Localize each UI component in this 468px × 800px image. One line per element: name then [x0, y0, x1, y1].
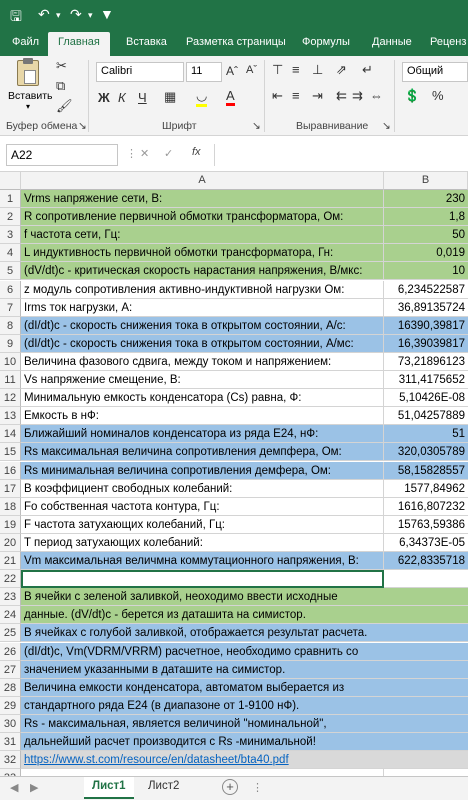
cell-a[interactable]: Емкость в нФ:: [21, 407, 384, 425]
cell-b[interactable]: 1,8: [384, 208, 468, 226]
table-row: [0, 751, 468, 769]
table-row: [0, 534, 468, 552]
font-name-select[interactable]: Calibri: [96, 62, 184, 82]
cell-b[interactable]: [384, 570, 468, 588]
cell-a[interactable]: [21, 570, 384, 588]
percent-icon[interactable]: %: [432, 88, 444, 103]
cell-b[interactable]: 50: [384, 226, 468, 244]
table-row: [0, 480, 468, 498]
cell-a[interactable]: Rs - максимальная, является величиной "номинальной",: [21, 715, 468, 733]
cell-a[interactable]: значением указанными в даташите на симистор.: [21, 661, 468, 679]
row-header[interactable]: 24: [0, 606, 21, 624]
undo-icon[interactable]: ↶: [38, 6, 50, 22]
table-row: [0, 679, 468, 697]
row-header[interactable]: 19: [0, 516, 21, 534]
fx-icon[interactable]: fx: [192, 146, 201, 158]
paste-icon: [17, 60, 39, 86]
wrap-text-icon[interactable]: ↵: [362, 62, 373, 77]
row-header[interactable]: 15: [0, 443, 21, 461]
italic-button[interactable]: К: [118, 90, 126, 105]
row-header[interactable]: 30: [0, 715, 21, 733]
row-header[interactable]: 10: [0, 353, 21, 371]
cell-a[interactable]: Величина емкости конденсатора, автоматом выберается из: [21, 679, 468, 697]
table-row: [0, 299, 468, 317]
cell-a[interactable]: R сопротивление первичной обмотки трансформатора, Ом:: [21, 208, 384, 226]
table-row: [0, 588, 468, 606]
table-row: [0, 244, 468, 262]
row-header[interactable]: 13: [0, 407, 21, 425]
cell-a[interactable]: (dI/dt)c, Vm(VDRM/VRRM) расчетное, необходимо сравнить со: [21, 643, 468, 661]
row-header[interactable]: 28: [0, 679, 21, 697]
column-header-b[interactable]: B: [384, 172, 468, 190]
table-row: [0, 462, 468, 480]
row-header[interactable]: 16: [0, 462, 21, 480]
row-header[interactable]: 21: [0, 552, 21, 570]
alignment-group-label: Выравнивание: [296, 120, 369, 132]
decrease-indent-icon[interactable]: ⇇: [336, 88, 347, 103]
scroll-left-icon[interactable]: ◀: [10, 782, 19, 794]
tab-home[interactable]: Главная: [48, 32, 110, 56]
sheet-tab-list1[interactable]: Лист1: [84, 777, 134, 799]
row-header[interactable]: 20: [0, 534, 21, 552]
cell-b[interactable]: 622,8335718: [384, 552, 468, 570]
paste-button[interactable]: [8, 58, 53, 114]
cell-b[interactable]: 51,04257889: [384, 407, 468, 425]
table-row: [0, 407, 468, 425]
orientation-icon[interactable]: ⇗: [336, 62, 347, 77]
paste-label: Вставить: [8, 90, 53, 102]
cell-a[interactable]: Vrms напряжение сети, В:: [21, 190, 384, 208]
table-row: [0, 624, 468, 642]
table-row: [0, 443, 468, 461]
currency-icon[interactable]: 💲: [404, 88, 421, 103]
save-icon[interactable]: 🖫: [10, 8, 22, 24]
table-row: [0, 661, 468, 679]
add-sheet-icon[interactable]: +: [222, 779, 238, 795]
table-row: [0, 281, 468, 299]
cell-b[interactable]: 230: [384, 190, 468, 208]
align-center-icon[interactable]: ≡: [292, 88, 300, 103]
row-header[interactable]: 1: [0, 190, 21, 208]
row-header[interactable]: 11: [0, 371, 21, 389]
align-bottom-icon[interactable]: ⊥: [312, 62, 324, 77]
cell-a[interactable]: Минимальную емкость конденсатора (Cs) равна, Ф:: [21, 389, 384, 407]
row-header[interactable]: 25: [0, 624, 21, 642]
table-row: [0, 552, 468, 570]
row-header[interactable]: 7: [0, 299, 21, 317]
table-row: [0, 226, 468, 244]
select-all-corner[interactable]: [0, 172, 21, 190]
align-right-icon[interactable]: ⇥: [312, 88, 323, 103]
tab-data[interactable]: Данные: [372, 36, 412, 48]
row-header[interactable]: 18: [0, 498, 21, 516]
cell-a[interactable]: (dI/dt)c - скорость снижения тока в открытом состоянии, А/мс:: [21, 335, 384, 353]
cell-a[interactable]: (dI/dt)c - скорость снижения тока в открытом состоянии, А/с:: [21, 317, 384, 335]
font-color-icon[interactable]: A: [226, 88, 235, 106]
table-row: [0, 389, 468, 407]
cell-b[interactable]: 15763,59386: [384, 516, 468, 534]
row-header[interactable]: 12: [0, 389, 21, 407]
chevron-down-icon: ▾: [25, 102, 30, 111]
tab-file[interactable]: Файл: [12, 36, 40, 48]
row-header[interactable]: 27: [0, 661, 21, 679]
row-header[interactable]: 32: [0, 751, 21, 769]
cut-icon[interactable]: ✂: [56, 58, 67, 73]
table-row: [0, 371, 468, 389]
cell-b[interactable]: 320,0305789: [384, 443, 468, 461]
tab-formulas[interactable]: Формулы: [302, 36, 350, 48]
fill-color-icon[interactable]: ◡: [196, 88, 207, 107]
dropdown-icon[interactable]: ▾: [56, 10, 61, 20]
cell-b[interactable]: 1577,84962: [384, 480, 468, 498]
row-header[interactable]: 5: [0, 262, 21, 280]
row-header[interactable]: 3: [0, 226, 21, 244]
cell-a[interactable]: Rs максимальная величина сопротивления демпфера, Ом:: [21, 443, 384, 461]
cell-b[interactable]: 6,34373E-05: [384, 534, 468, 552]
cell-a[interactable]: данные. (dV/dt)c - берется из даташита на симистор.: [21, 606, 468, 624]
align-middle-icon[interactable]: ≡: [292, 62, 300, 77]
merge-center-icon[interactable]: ⇔: [370, 88, 383, 103]
cell-b[interactable]: 16,39039817: [384, 335, 468, 353]
table-row: [0, 697, 468, 715]
table-row: [0, 715, 468, 733]
dialog-launcher-icon[interactable]: ↘: [252, 120, 261, 132]
cell-b[interactable]: 51: [384, 425, 468, 443]
copy-icon[interactable]: ⧉: [56, 78, 66, 93]
row-header[interactable]: 4: [0, 244, 21, 262]
font-size-select[interactable]: 11: [186, 62, 222, 82]
cell-a[interactable]: дальнейший расчет производится с Rs -минимальной!: [21, 733, 468, 751]
formula-input[interactable]: [214, 144, 468, 166]
cell-a[interactable]: Ближайший номиналов конденсатора из ряда Е24, нФ:: [21, 425, 384, 443]
table-row: [0, 498, 468, 516]
cell-a[interactable]: Rs минимальная величина сопротивления демфера, Ом:: [21, 462, 384, 480]
cell-a[interactable]: F частота затухающих колебаний, Гц:: [21, 516, 384, 534]
cell-b[interactable]: 73,21896123: [384, 353, 468, 371]
cell-b[interactable]: 6,234522587: [384, 281, 468, 299]
table-row: [0, 606, 468, 624]
cell-b[interactable]: 10: [384, 262, 468, 280]
cell-a[interactable]: (dV/dt)c - критическая скорость нарастания напряжения, В/мкс:: [21, 262, 384, 280]
table-row: [0, 208, 468, 226]
row-header[interactable]: 6: [0, 281, 21, 299]
cell-b[interactable]: 16390,39817: [384, 317, 468, 335]
increase-indent-icon[interactable]: ⇉: [352, 88, 363, 103]
dropdown-icon[interactable]: ▾: [88, 10, 93, 20]
table-row: [0, 516, 468, 534]
ribbon: [0, 56, 468, 136]
dialog-launcher-icon[interactable]: ↘: [78, 120, 87, 132]
cell-b[interactable]: 36,89135724: [384, 299, 468, 317]
shrink-font-icon[interactable]: Aˇ: [246, 64, 257, 76]
table-row: [0, 570, 468, 588]
table-row: [0, 190, 468, 208]
redo-icon[interactable]: ↷: [70, 6, 82, 22]
name-box[interactable]: A22: [6, 144, 118, 166]
cell-b[interactable]: 1616,807232: [384, 498, 468, 516]
sheet-tab-list2[interactable]: Лист2: [148, 780, 180, 792]
sheet-tab-bar: [0, 776, 468, 800]
cell-b[interactable]: 311,4175652: [384, 371, 468, 389]
row-header[interactable]: 22: [0, 570, 21, 588]
font-group-label: Шрифт: [162, 120, 197, 132]
table-row: [0, 317, 468, 335]
row-header[interactable]: 29: [0, 697, 21, 715]
row-header[interactable]: 8: [0, 317, 21, 335]
more-icon: ⋮: [126, 148, 137, 160]
title-bar: [0, 0, 468, 30]
grow-font-icon[interactable]: Aˆ: [226, 64, 238, 78]
column-header-a[interactable]: A: [21, 172, 384, 190]
table-row: [0, 643, 468, 661]
cell-b[interactable]: 5,10426E-08: [384, 389, 468, 407]
more-icon: ⋮: [252, 782, 263, 794]
cell-a[interactable]: https://www.st.com/resource/en/datasheet/bta40.pdf: [21, 751, 468, 769]
customize-icon[interactable]: ▼: [100, 6, 114, 22]
dialog-launcher-icon[interactable]: ↘: [382, 120, 391, 132]
tab-page-layout[interactable]: Разметка страницы: [186, 36, 286, 48]
cell-a[interactable]: T период затухающих колебаний:: [21, 534, 384, 552]
row-header[interactable]: 23: [0, 588, 21, 606]
borders-icon[interactable]: ▦: [164, 89, 177, 104]
cell-a[interactable]: Vm максимальная величмна коммутационного напряжения, В:: [21, 552, 384, 570]
cell-a[interactable]: Fo собственная частота контура, Гц:: [21, 498, 384, 516]
underline-button[interactable]: Ч: [138, 90, 147, 105]
table-row: [0, 353, 468, 371]
bold-button[interactable]: Ж: [98, 90, 110, 105]
row-header[interactable]: 26: [0, 643, 21, 661]
table-row: [0, 733, 468, 751]
cell-a[interactable]: Irms ток нагрузки, А:: [21, 299, 384, 317]
table-row: [0, 425, 468, 443]
cell-a[interactable]: z модуль сопротивления активно-индуктивной нагрузки Ом:: [21, 281, 384, 299]
row-header[interactable]: 31: [0, 733, 21, 751]
format-painter-icon[interactable]: 🖌: [56, 98, 73, 113]
cell-a[interactable]: Величина фазового сдвига, между током и напряжением:: [21, 353, 384, 371]
enter-icon[interactable]: ✓: [164, 148, 174, 160]
cell-b[interactable]: 0,019: [384, 244, 468, 262]
table-row: [0, 335, 468, 353]
ribbon-tabs: [0, 30, 468, 56]
align-left-icon[interactable]: ⇤: [272, 88, 283, 103]
tab-insert[interactable]: Вставка: [126, 36, 167, 48]
cell-a[interactable]: В коэффициент свободных колебаний:: [21, 480, 384, 498]
align-top-icon[interactable]: ⊤: [272, 62, 284, 77]
tab-review[interactable]: Реценз: [430, 36, 467, 48]
cell-b[interactable]: 58,15828557: [384, 462, 468, 480]
scroll-right-icon[interactable]: ▶: [30, 782, 39, 794]
row-header[interactable]: 2: [0, 208, 21, 226]
cell-a[interactable]: стандартного ряда Е24 (в диапазоне от 1-9100 нФ).: [21, 697, 468, 715]
clipboard-group-label: Буфер обмена: [6, 120, 78, 132]
cell-a[interactable]: L индуктивность первичной обмотки трансформатора, Гн:: [21, 244, 384, 262]
row-header[interactable]: 17: [0, 480, 21, 498]
cell-a[interactable]: В ячейках с голубой заливкой, отображается результат расчета.: [21, 624, 468, 642]
formula-bar: [0, 136, 468, 172]
cancel-icon[interactable]: ✕: [140, 148, 150, 160]
number-format-select[interactable]: Общий: [402, 62, 468, 82]
table-row: [0, 262, 468, 280]
cell-a[interactable]: f частота сети, Гц:: [21, 226, 384, 244]
row-header[interactable]: 14: [0, 425, 21, 443]
cell-a[interactable]: В ячейки с зеленой заливкой, неоходимо ввести исходные: [21, 588, 468, 606]
row-header[interactable]: 9: [0, 335, 21, 353]
cell-a[interactable]: Vs напряжение смещение, В:: [21, 371, 384, 389]
